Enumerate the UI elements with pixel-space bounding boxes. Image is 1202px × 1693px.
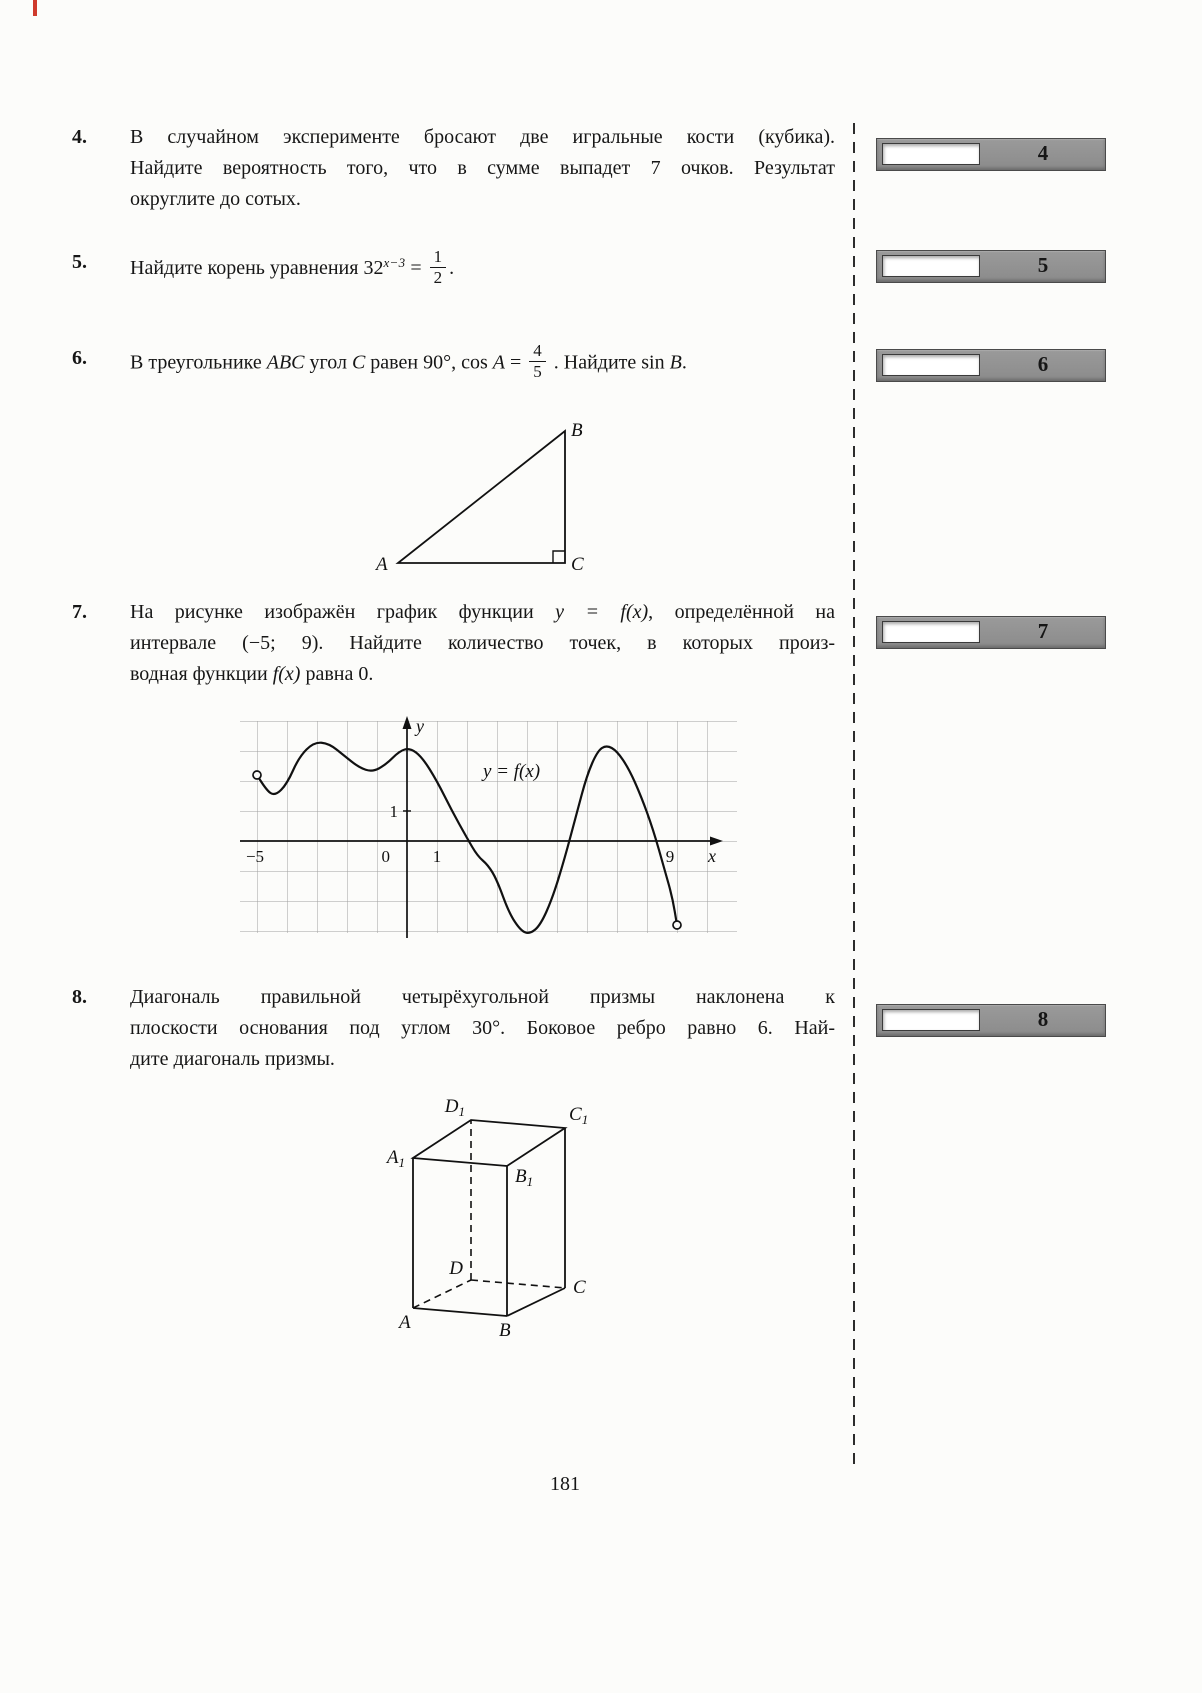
fraction bbox=[430, 247, 447, 289]
grid-background bbox=[240, 721, 737, 933]
prism-label-a: A bbox=[399, 1312, 411, 1333]
text-segment: На рисунке изображён график функции bbox=[130, 601, 556, 623]
equation-exponent: x−3 bbox=[383, 255, 406, 270]
equals-sign: = bbox=[504, 351, 527, 374]
text-line: округлите до сотых. bbox=[130, 188, 301, 210]
prism-label-c1: $C_1$ bbox=[569, 1104, 589, 1127]
math-var: C bbox=[351, 351, 366, 374]
open-endpoint bbox=[253, 771, 261, 779]
text-line: В случайном эксперименте бросают две игральные кости (кубика). bbox=[130, 126, 835, 148]
prism-visible-edges bbox=[413, 1120, 565, 1316]
triangle-outline bbox=[398, 431, 565, 563]
problem-5-text bbox=[130, 247, 835, 290]
text-segment: . Найдите sin bbox=[548, 351, 670, 374]
text-segment: угол bbox=[304, 351, 352, 374]
math-expression: f(x) bbox=[272, 663, 301, 685]
prism-label-d: D bbox=[449, 1258, 463, 1279]
text-line: Диагональ правильной четырёхугольной призмы наклонена к bbox=[130, 986, 835, 1008]
text-line bbox=[130, 597, 835, 628]
problem-5 bbox=[72, 246, 835, 290]
dashed-divider-line bbox=[853, 123, 855, 1465]
right-angle-mark bbox=[553, 551, 565, 563]
math-var: A bbox=[492, 351, 505, 374]
problem-8-text bbox=[130, 982, 835, 1075]
tick-label-9: 9 bbox=[665, 847, 675, 866]
problem-4-text bbox=[130, 122, 835, 215]
problem-8 bbox=[72, 982, 835, 1075]
tick-label-x1: 1 bbox=[432, 847, 442, 866]
answer-box-number: 7 bbox=[1037, 619, 1049, 643]
answer-field bbox=[882, 143, 980, 165]
text-segment: равна 0. bbox=[300, 663, 374, 685]
text-segment: водная функции bbox=[130, 663, 273, 685]
prism-label-a1: $A_1$ bbox=[386, 1147, 405, 1170]
answer-box-number: 6 bbox=[1037, 352, 1049, 376]
math-expression: y = f(x) bbox=[555, 601, 649, 623]
problem-8-number: 8. bbox=[72, 986, 87, 1008]
text-line: дите диагональ призмы. bbox=[130, 1048, 335, 1070]
equation-base: 32 bbox=[363, 257, 384, 279]
function-graph-figure bbox=[240, 716, 740, 948]
equals-sign: = bbox=[405, 257, 427, 279]
math-var: ABC bbox=[266, 351, 305, 374]
text-segment: , определённой на bbox=[648, 601, 835, 623]
text-line: плоскости основания под углом 30°. Боковое ребро равно 6. Най- bbox=[130, 1017, 835, 1039]
answer-field bbox=[882, 1009, 980, 1031]
problem-6-number: 6. bbox=[72, 347, 87, 369]
text-segment: . bbox=[449, 257, 455, 279]
page-number: 181 bbox=[550, 1473, 580, 1495]
fraction-numerator: 4 bbox=[529, 341, 546, 362]
prism-label-c: C bbox=[573, 1277, 586, 1298]
prism-label-b: B bbox=[499, 1320, 511, 1341]
fraction-denominator: 5 bbox=[533, 362, 542, 382]
text-segment: Найдите корень уравнения bbox=[130, 257, 364, 279]
answer-field bbox=[882, 354, 980, 376]
answer-box-4 bbox=[876, 138, 1106, 171]
math-var: B bbox=[669, 351, 682, 374]
x-axis-label: x bbox=[708, 846, 716, 866]
prism-label-b1: $B_1$ bbox=[515, 1166, 534, 1189]
triangle-label-b: B bbox=[571, 420, 583, 441]
problem-6 bbox=[72, 341, 835, 385]
problem-4 bbox=[72, 122, 835, 215]
problem-4-number: 4. bbox=[72, 126, 87, 148]
prism-label-d1: $D_1$ bbox=[444, 1096, 465, 1119]
problem-6-text bbox=[130, 343, 835, 385]
prism-hidden-edges bbox=[413, 1120, 565, 1308]
text-line: интервале (−5; 9). Найдите количество точек, в которых произ- bbox=[130, 632, 835, 654]
answer-field bbox=[882, 621, 980, 643]
curve-label: y = f(x) bbox=[483, 761, 541, 782]
prism-figure bbox=[385, 1090, 615, 1350]
tick-label-zero: 0 bbox=[381, 847, 390, 866]
y-axis-label: y bbox=[416, 716, 424, 736]
text-segment: В треугольнике bbox=[130, 351, 267, 374]
problem-7-text bbox=[130, 597, 835, 690]
fraction-denominator: 2 bbox=[433, 267, 443, 287]
text-line bbox=[130, 659, 835, 690]
open-endpoint bbox=[673, 921, 681, 929]
answer-box-number: 5 bbox=[1037, 253, 1049, 277]
tick-label-minus5: −5 bbox=[245, 847, 265, 866]
problem-7 bbox=[72, 597, 835, 690]
text-line: Найдите вероятность того, что в сумме выпадет 7 очков. Результат bbox=[130, 157, 835, 179]
answer-box-number: 4 bbox=[1037, 141, 1049, 165]
right-triangle-figure bbox=[370, 418, 600, 578]
problem-7-number: 7. bbox=[72, 601, 87, 623]
problem-5-number: 5. bbox=[72, 251, 87, 273]
answer-box-number: 8 bbox=[1037, 1007, 1049, 1031]
answer-field bbox=[882, 255, 980, 277]
triangle-label-c: C bbox=[571, 554, 584, 575]
tick-label-y1: 1 bbox=[389, 802, 398, 821]
answer-box-7 bbox=[876, 616, 1106, 649]
text-segment: равен 90°, cos bbox=[365, 351, 493, 374]
text-segment: . bbox=[681, 351, 687, 374]
answer-box-8 bbox=[876, 1004, 1106, 1037]
answer-box-6 bbox=[876, 349, 1106, 382]
scan-red-mark bbox=[33, 0, 37, 16]
triangle-label-a: A bbox=[376, 554, 388, 575]
fraction bbox=[529, 341, 546, 383]
fraction-numerator: 1 bbox=[430, 247, 447, 268]
answer-box-5 bbox=[876, 250, 1106, 283]
